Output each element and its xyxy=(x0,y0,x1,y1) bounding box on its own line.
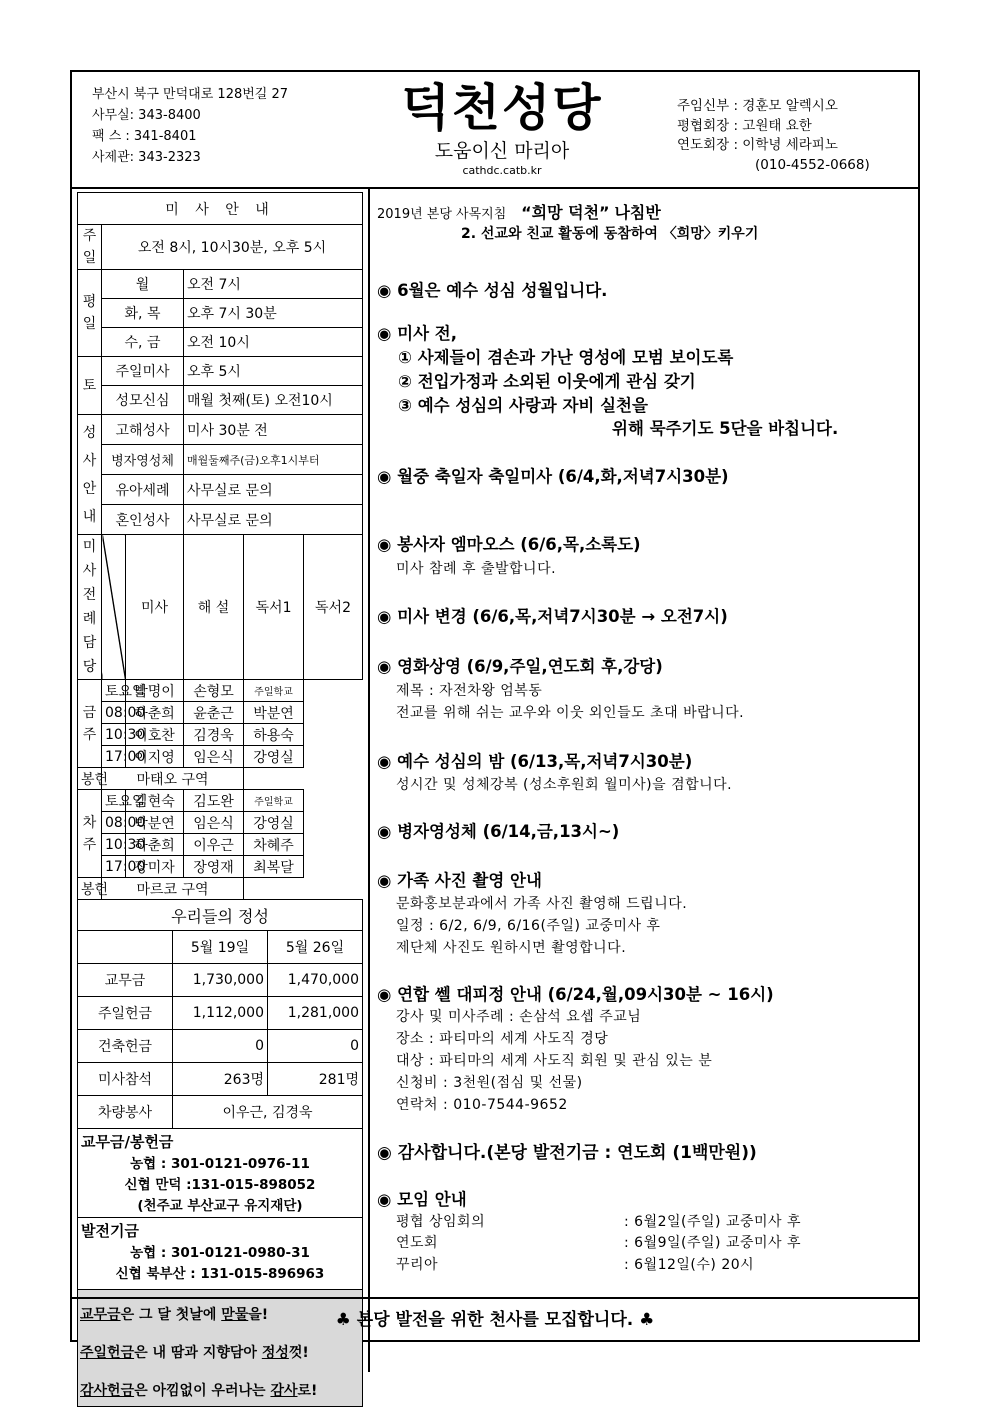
title-block xyxy=(372,77,632,179)
roster-name: 주일학교 xyxy=(244,790,304,812)
account-line: (천주교 부산교구 유지재단) xyxy=(137,1198,303,1214)
roster-name: 이지영 xyxy=(126,746,184,768)
offering-value: 1,281,000 xyxy=(268,997,363,1030)
notice-heading: ◉ 가족 사진 촬영 안내 xyxy=(377,871,542,890)
slogan xyxy=(80,1372,360,1410)
contact-block xyxy=(92,84,288,168)
roster-row xyxy=(78,812,363,834)
notice-heading: ◉ 병자영성체 (6/14,금,13시~) xyxy=(377,822,620,841)
saturday-label: 토 xyxy=(78,357,102,415)
left-column xyxy=(77,192,363,1407)
notice-item: ③ 예수 성심의 사랑과 자비 실천을 xyxy=(398,396,648,415)
youth-president: 연도회장 : 이학녕 세라피노 xyxy=(677,137,838,153)
development-accounts-head: 발전기금 xyxy=(81,1222,139,1240)
offering-label: 미사참석 xyxy=(78,1063,173,1096)
roster-mass: 08:00 xyxy=(102,812,126,834)
offering-row xyxy=(78,1030,363,1063)
rectory-phone: 사제관: 343-2323 xyxy=(92,150,201,165)
notice-line: 성시간 및 성체강복 (성소후원회 월미사)을 겸합니다. xyxy=(396,777,733,793)
corner-cell xyxy=(102,535,126,680)
roster-header: 독서2 xyxy=(304,535,363,680)
saturday-time: 오후 5시 xyxy=(184,357,363,386)
meeting-when: : 6월2일(주일) 교중미사 후 xyxy=(624,1214,802,1230)
meeting-name: 연도회 xyxy=(396,1235,439,1251)
meeting-when: : 6월9일(주일) 교중미사 후 xyxy=(624,1235,802,1251)
notice-heading: ◉ 미사 변경 (6/6,목,저녁7시30분 → 오전7시) xyxy=(377,607,728,626)
saturday-name: 주일미사 xyxy=(102,357,184,386)
sunday-label: 주일 xyxy=(78,225,102,270)
roster-row xyxy=(78,834,363,856)
notice-line: 연락처 : 010-7544-9652 xyxy=(396,1097,568,1113)
meeting-when: : 6월12일(수) 20시 xyxy=(624,1257,755,1273)
roster-name: 박분연 xyxy=(126,812,184,834)
roster-label-text: 미사전례담당 xyxy=(82,539,97,675)
slogan-key: 교무금 xyxy=(80,1307,121,1323)
roster-mass: 10:30 xyxy=(102,834,126,856)
offering-label: 건축헌금 xyxy=(78,1030,173,1063)
offering-value: 1,730,000 xyxy=(173,964,268,997)
roster-name: 주일학교 xyxy=(244,680,304,702)
account-line: 신협 만덕 :131-015-898052 xyxy=(124,1177,316,1193)
notice-line: 대상 : 파티마의 세계 사도직 회원 및 관심 있는 분 xyxy=(396,1053,713,1069)
notice-heading: ◉ 예수 성심의 밤 (6/13,목,저녁7시30분) xyxy=(377,752,693,771)
roster-name: 손형모 xyxy=(184,680,244,702)
development-accounts xyxy=(77,1218,363,1290)
roster-name: 장미자 xyxy=(126,856,184,878)
slogan-text: 을! xyxy=(248,1307,269,1323)
offering-row xyxy=(78,997,363,1030)
sacrament-label xyxy=(78,415,102,535)
roster-name: 하용숙 xyxy=(244,724,304,746)
offering-label: 봉헌 xyxy=(78,768,102,790)
roster-mass: 17:00 xyxy=(102,856,126,878)
account-line: 농협 : 301-0121-0980-31 xyxy=(130,1245,310,1261)
roster-name: 최복달 xyxy=(244,856,304,878)
weekday-day: 화, 목 xyxy=(102,299,184,328)
weekday-time: 오전 10시 xyxy=(184,328,363,357)
council-president: 평협회장 : 고원태 요한 xyxy=(677,117,812,134)
notice-heading: ◉ 연합 쎌 대피정 안내 (6/24,월,09시30분 ~ 16시) xyxy=(377,985,774,1004)
roster-name: 김경욱 xyxy=(184,724,244,746)
roster-row xyxy=(78,856,363,878)
motto-line-1 xyxy=(377,200,912,223)
weekday-day: 수, 금 xyxy=(102,328,184,357)
notice-heading: ◉ 영화상영 (6/9,주일,연도회 후,강당) xyxy=(377,657,663,676)
staff-block xyxy=(677,97,870,175)
week-label-text: 차주 xyxy=(82,814,97,853)
offering-label: 봉헌 xyxy=(78,878,102,900)
offering-caption: 우리들의 정성 xyxy=(78,900,363,931)
notice-line: 미사 참례 후 출발합니다. xyxy=(396,561,557,577)
notice-line: 제단체 사진도 원하시면 촬영합니다. xyxy=(396,940,627,956)
roster-mass: 08:00 xyxy=(102,702,126,724)
account-line: 신협 북부산 : 131-015-896963 xyxy=(115,1266,325,1282)
weekday-label: 평일 xyxy=(78,270,102,357)
notice-heading: ◉ 월중 축일자 축일미사 (6/4,화,저녁7시30분) xyxy=(377,467,729,486)
mass-caption: 미 사 안 내 xyxy=(78,193,363,225)
slogan-key: 감사 xyxy=(270,1383,298,1399)
notice-line: 제목 : 자전차왕 엄복동 xyxy=(396,683,543,699)
footer-banner: ♣ 본당 발전을 위한 천사를 모집합니다. ♣ xyxy=(72,1297,918,1344)
slogan-text: 은 아낌없이 우러나는 xyxy=(134,1383,271,1399)
tithe-accounts xyxy=(77,1129,363,1218)
patron: 도움이신 마리아 xyxy=(434,140,570,162)
sacrament-name: 혼인성사 xyxy=(102,505,184,535)
website: cathdc.catb.kr xyxy=(462,164,542,177)
roster-row xyxy=(78,724,363,746)
offering-value: 1,112,000 xyxy=(173,997,268,1030)
offering-date: 5월 26일 xyxy=(268,931,363,964)
notice-heading: ◉ 감사합니다.(본당 발전기금 : 연도회 (1백만원)) xyxy=(377,1143,757,1163)
notice-heading: ◉ 미사 전, xyxy=(377,324,457,343)
roster-name: 김도완 xyxy=(184,790,244,812)
weekday-day: 월 xyxy=(102,270,184,299)
roster-mass: 토요일 xyxy=(102,790,126,812)
roster-name: 하춘희 xyxy=(126,834,184,856)
sacrament-info: 매월둘째주(금)오후1시부터 xyxy=(184,445,363,475)
roster-name: 이호찬 xyxy=(126,724,184,746)
notice-line: 신청비 : 3천원(점심 및 선물) xyxy=(396,1075,583,1091)
offering-row xyxy=(78,1063,363,1096)
notice-item: ① 사제들이 겸손과 가난 영성에 모범 보이도록 xyxy=(398,348,734,367)
notice-line: 강사 및 미사주례 : 손삼석 요셉 주교님 xyxy=(396,1009,642,1025)
roster-name: 박분연 xyxy=(244,702,304,724)
meeting-name: 평협 상임회의 xyxy=(396,1214,486,1230)
roster-name: 박명이 xyxy=(126,680,184,702)
sacrament-name: 고해성사 xyxy=(102,415,184,445)
tithe-accounts-head: 교무금/봉헌금 xyxy=(81,1133,174,1151)
slogan-text: 은 그 달 첫날에 xyxy=(120,1307,222,1323)
notice-line: 전교를 위해 쉬는 교우와 이웃 외인들도 초대 바랍니다. xyxy=(396,705,745,721)
offering-value: 0 xyxy=(268,1030,363,1063)
notice-item-end: 위해 묵주기도 5단을 바칩니다. xyxy=(612,419,839,438)
fax: 팩 스 : 341-8401 xyxy=(92,129,197,144)
sacrament-info: 사무실로 문의 xyxy=(184,475,363,505)
roster-mass: 10:30 xyxy=(102,724,126,746)
roster-row xyxy=(78,680,363,702)
sunday-times: 오전 8시, 10시30분, 오후 5시 xyxy=(102,225,363,270)
offering-row xyxy=(78,964,363,997)
weekday-time: 오전 7시 xyxy=(184,270,363,299)
sacrament-info: 미사 30분 전 xyxy=(184,415,363,445)
offering-district: 마태오 구역 xyxy=(102,768,244,790)
roster-row xyxy=(78,790,363,812)
offering-value: 263명 xyxy=(173,1063,268,1096)
notice-heading: ◉ 봉사자 엠마오스 (6/6,목,소록도) xyxy=(377,535,641,554)
offering-district: 마르코 구역 xyxy=(102,878,244,900)
notice-line: 장소 : 파티마의 세계 사도직 경당 xyxy=(396,1031,609,1047)
roster-name: 차혜주 xyxy=(244,834,304,856)
offering-table xyxy=(77,899,363,1129)
sacrament-info: 사무실로 문의 xyxy=(184,505,363,535)
roster-header: 해 설 xyxy=(184,535,244,680)
notice-item: ② 전입가정과 소외된 이웃에게 관심 갖기 xyxy=(398,372,696,391)
vehicle-volunteers: 이우근, 김경욱 xyxy=(173,1096,363,1129)
motto-year: 2019년 본당 사목지침 xyxy=(377,207,507,222)
sacrament-label-text: 성사안내 xyxy=(82,424,97,525)
bulletin-frame xyxy=(70,70,920,1399)
slogan-key: 주일헌금 xyxy=(80,1345,135,1361)
roster-name: 윤춘근 xyxy=(184,702,244,724)
header xyxy=(72,72,918,189)
account-line: 농협 : 301-0121-0976-11 xyxy=(130,1156,310,1172)
roster-header: 미사 xyxy=(126,535,184,680)
weekday-time: 오후 7시 30분 xyxy=(184,299,363,328)
offering-value: 1,470,000 xyxy=(268,964,363,997)
mass-schedule-table xyxy=(77,192,363,535)
week-label-text: 금주 xyxy=(82,704,97,743)
youth-phone: (010-4552-0668) xyxy=(755,156,870,173)
motto-tail: 나침반 xyxy=(614,203,661,222)
slogan-text: 로! xyxy=(297,1383,318,1399)
saturday-name: 성모신심 xyxy=(102,386,184,415)
offering-value: 0 xyxy=(173,1030,268,1063)
roster-name: 하춘희 xyxy=(126,702,184,724)
slogan-key: 맏물 xyxy=(221,1307,249,1323)
slogan-key: 정성 xyxy=(261,1345,289,1361)
vehicle-label: 차량봉사 xyxy=(78,1096,173,1129)
roster-name: 이우근 xyxy=(184,834,244,856)
roster-name: 임은식 xyxy=(184,746,244,768)
saturday-time: 매월 첫째(토) 오전10시 xyxy=(184,386,363,415)
offering-label: 주일헌금 xyxy=(78,997,173,1030)
roster-row xyxy=(78,746,363,768)
sacrament-name: 유아세례 xyxy=(102,475,184,505)
roster-mass: 토요일 xyxy=(102,680,126,702)
pastoral-motto xyxy=(377,200,912,243)
motto-quote: “희망 덕천” xyxy=(521,203,610,222)
roster-name: 강영실 xyxy=(244,812,304,834)
roster-label xyxy=(78,535,102,680)
motto-line-2: 2. 선교와 친교 활동에 동참하여 〈희망〉키우기 xyxy=(461,226,759,242)
offering-value: 281명 xyxy=(268,1063,363,1096)
roster-name: 장영재 xyxy=(184,856,244,878)
notice-heading: ◉ 모임 안내 xyxy=(377,1190,467,1209)
notice-line: 문화홍보분과에서 가족 사진 촬영해 드립니다. xyxy=(396,896,688,912)
roster-row xyxy=(78,702,363,724)
roster-table xyxy=(77,534,363,900)
address: 부산시 북구 만덕대로 128번길 27 xyxy=(92,87,289,102)
offering-label: 교무금 xyxy=(78,964,173,997)
parish-title: 덕천성당 xyxy=(401,79,603,137)
week-label xyxy=(78,790,102,878)
roster-name: 임은식 xyxy=(184,812,244,834)
office-phone: 사무실: 343-8400 xyxy=(92,108,201,123)
sacrament-name: 병자영성체 xyxy=(102,445,184,475)
notice-line: 일정 : 6/2, 6/9, 6/16(주일) 교중미사 후 xyxy=(396,918,661,934)
roster-mass: 17:00 xyxy=(102,746,126,768)
offering-date: 5월 19일 xyxy=(173,931,268,964)
slogan-text: 껏! xyxy=(288,1345,309,1361)
pastor: 주임신부 : 경훈모 알렉시오 xyxy=(677,98,838,114)
notice-heading: ◉ 6월은 예수 성심 성월입니다. xyxy=(377,281,608,300)
roster-name: 김현숙 xyxy=(126,790,184,812)
week-label xyxy=(78,680,102,768)
blank-cell xyxy=(78,931,173,964)
slogan-key: 감사헌금 xyxy=(80,1383,135,1399)
slogan-text: 은 내 땀과 지향담아 xyxy=(134,1345,262,1361)
roster-header: 독서1 xyxy=(244,535,304,680)
meeting-name: 꾸리아 xyxy=(396,1257,439,1273)
roster-name: 강영실 xyxy=(244,746,304,768)
column-divider xyxy=(368,187,370,1372)
